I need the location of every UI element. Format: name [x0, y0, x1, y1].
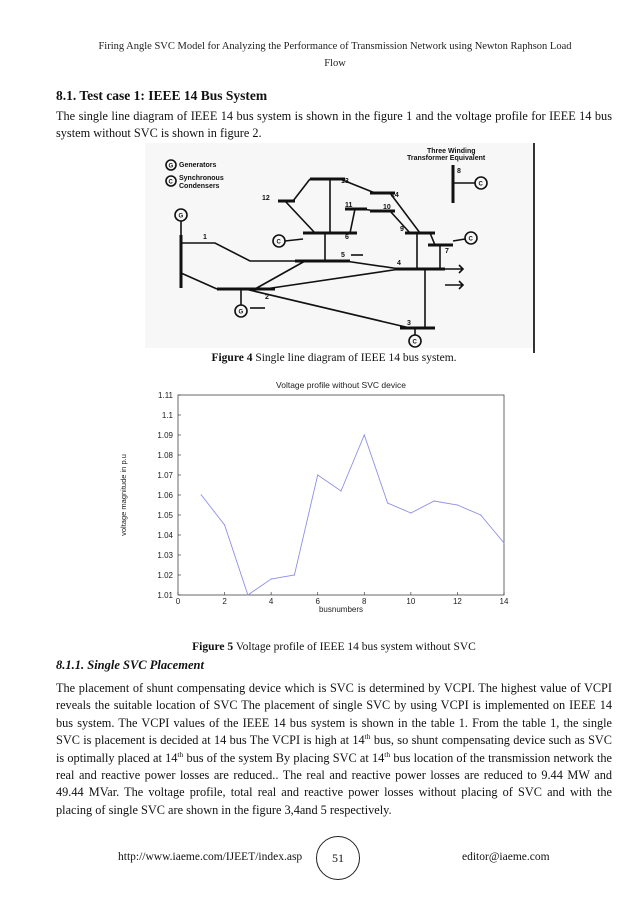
bus-label-8: 8 [457, 168, 461, 175]
branch-12-13 [293, 179, 310, 201]
chart-title: Voltage profile without SVC device [276, 380, 406, 390]
gen2-g: G [238, 309, 244, 316]
ieee14-diagram-svg [145, 143, 533, 348]
plot-area [178, 395, 504, 595]
gen1-g: G [178, 213, 184, 220]
voltage-profile-chart [116, 378, 516, 618]
y-tick-label: 1.1 [161, 411, 173, 420]
bus-label-9: 9 [400, 226, 404, 233]
data-point [340, 490, 341, 491]
data-point [247, 594, 248, 595]
legend-c-symbol: C [168, 179, 173, 186]
transformer-title-2: Transformer Equivalent [407, 155, 486, 162]
diagram-frame-edge [533, 143, 535, 353]
y-tick-label: 1.04 [157, 531, 173, 540]
bus-label-4: 4 [397, 260, 401, 267]
legend-g-symbol: G [168, 163, 174, 170]
x-tick-label: 4 [268, 597, 274, 606]
ordinal-2: th [177, 749, 184, 759]
data-point [364, 434, 365, 435]
y-tick-label: 1.06 [157, 491, 173, 500]
x-tick-label: 10 [406, 597, 416, 606]
data-point [201, 494, 202, 495]
bus-label-1: 1 [203, 234, 207, 241]
figure4-label: Figure 4 [211, 352, 253, 364]
ordinal-3: th [384, 749, 391, 759]
legend-generators-label: Generators [179, 162, 217, 169]
legend-condensers-label-2: Condensers [179, 183, 220, 190]
figure5-caption-text: Voltage profile of IEEE 14 bus system without SVC [233, 641, 476, 653]
y-tick-label: 1.08 [157, 451, 173, 460]
branch-1-5 [181, 243, 295, 261]
ordinal-1: th [364, 732, 371, 742]
y-tick-label: 1.07 [157, 471, 173, 480]
data-point [387, 502, 388, 503]
ieee14-diagram [145, 143, 533, 348]
section-heading: 8.1. Test case 1: IEEE 14 Bus System [56, 88, 268, 103]
branch-6-12 [285, 201, 315, 233]
bus-label-14: 14 [391, 192, 399, 199]
figure5-caption [56, 641, 612, 653]
voltage-series-line [201, 435, 504, 595]
x-tick-label: 0 [175, 597, 181, 606]
page-number: 51 [316, 836, 360, 880]
data-point [434, 500, 435, 501]
running-title-line1: Firing Angle SVC Model for Analyzing the Performance of Transmission Network using Newton Raphson Load [98, 41, 572, 52]
data-point [410, 512, 411, 513]
branch-1-2 [181, 273, 217, 289]
cond3-c: C [412, 339, 417, 346]
figure5-label: Figure 5 [192, 641, 234, 653]
load-4b [445, 281, 463, 289]
cond8-equiv-c: C [478, 181, 483, 188]
y-tick-label: 1.03 [157, 551, 173, 560]
x-tick-label: 8 [362, 597, 367, 606]
x-tick-label: 12 [452, 597, 462, 606]
data-point [294, 574, 295, 575]
data-point [224, 524, 225, 525]
data-point [457, 504, 458, 505]
x-tick-label: 14 [499, 597, 509, 606]
x-tick-label: 2 [222, 597, 227, 606]
figure4-caption-text: Single line diagram of IEEE 14 bus system. [252, 352, 457, 364]
bus-label-2: 2 [265, 294, 269, 301]
bus-label-3: 3 [407, 320, 411, 327]
y-axis-label: voltage magnitude in p.u [119, 454, 128, 536]
para-part-1: The placement of shunt compensating device which is SVC is determined by VCPI. The highest value of VCPI reveals the suitable location of SVC The placement of single SVC by using VCPI is implemented on IEEE 14 bus system. The VCPI values of the IEEE 14 bus system is shown in the table 1. From the table 1, the single SVC is placement is decided at 14 bus The VCPI is high at 14 [56, 681, 612, 748]
subsection-heading: 8.1.1. Single SVC Placement [56, 658, 204, 672]
x-tick-label: 6 [315, 597, 320, 606]
y-tick-label: 1.11 [158, 391, 173, 400]
legend-condensers-label-1: Synchronous [179, 175, 224, 182]
data-point [480, 514, 481, 515]
y-tick-label: 1.01 [157, 591, 173, 600]
footer-email[interactable]: editor@iaeme.com [462, 851, 550, 863]
bus-label-13: 13 [341, 178, 349, 185]
bus-label-12: 12 [262, 195, 270, 202]
bus-label-11: 11 [345, 202, 353, 209]
bus-label-6: 6 [345, 234, 349, 241]
data-point [503, 542, 504, 543]
running-title-line2: Flow [324, 58, 346, 69]
running-header [58, 38, 612, 72]
intro-paragraph: The single line diagram of IEEE 14 bus system is shown in the figure 1 and the voltage profile for IEEE 14 bus system without SVC is shown in figure 2. [56, 109, 612, 141]
y-tick-label: 1.05 [157, 511, 173, 520]
branch-11-10 [363, 209, 375, 211]
branch-4-5 [345, 261, 400, 269]
footer-url[interactable]: http://www.iaeme.com/IJEET/index.asp [118, 851, 303, 863]
para-part-4: bus location of the transmission network the real and reactive power losses are reduced.. The real and reactive power losses are reduced to 9.44 MW and 49.44 MVar. The voltage profile, total real and reactive power losses without placing of SVC and with the placing of single SVC are shown in the figure 3,4and 5 respectively. [56, 750, 612, 817]
load-4 [445, 265, 463, 273]
data-point [271, 578, 272, 579]
cond8-c: C [468, 236, 473, 243]
svc-placement-paragraph [56, 680, 612, 819]
branch-6-11 [350, 209, 355, 233]
cond6-c: C [276, 239, 281, 246]
bus-label-7: 7 [445, 248, 449, 255]
bus-label-10: 10 [383, 204, 391, 211]
para-part-2: bus, so shunt compensating device such as SVC is optimally placed at 14 [56, 733, 612, 765]
para-part-3: bus of the system By placing SVC at 14 [183, 750, 385, 765]
branch-2-3 [245, 289, 410, 328]
data-point [317, 474, 318, 475]
branch-9-7 [430, 233, 435, 245]
bus-label-5: 5 [341, 252, 345, 259]
figure4-caption [56, 352, 612, 364]
transformer-title-1: Three Winding [427, 148, 476, 155]
x-axis-label: busnumbers [318, 605, 364, 614]
y-tick-label: 1.09 [157, 431, 173, 440]
y-tick-label: 1.02 [157, 571, 173, 580]
